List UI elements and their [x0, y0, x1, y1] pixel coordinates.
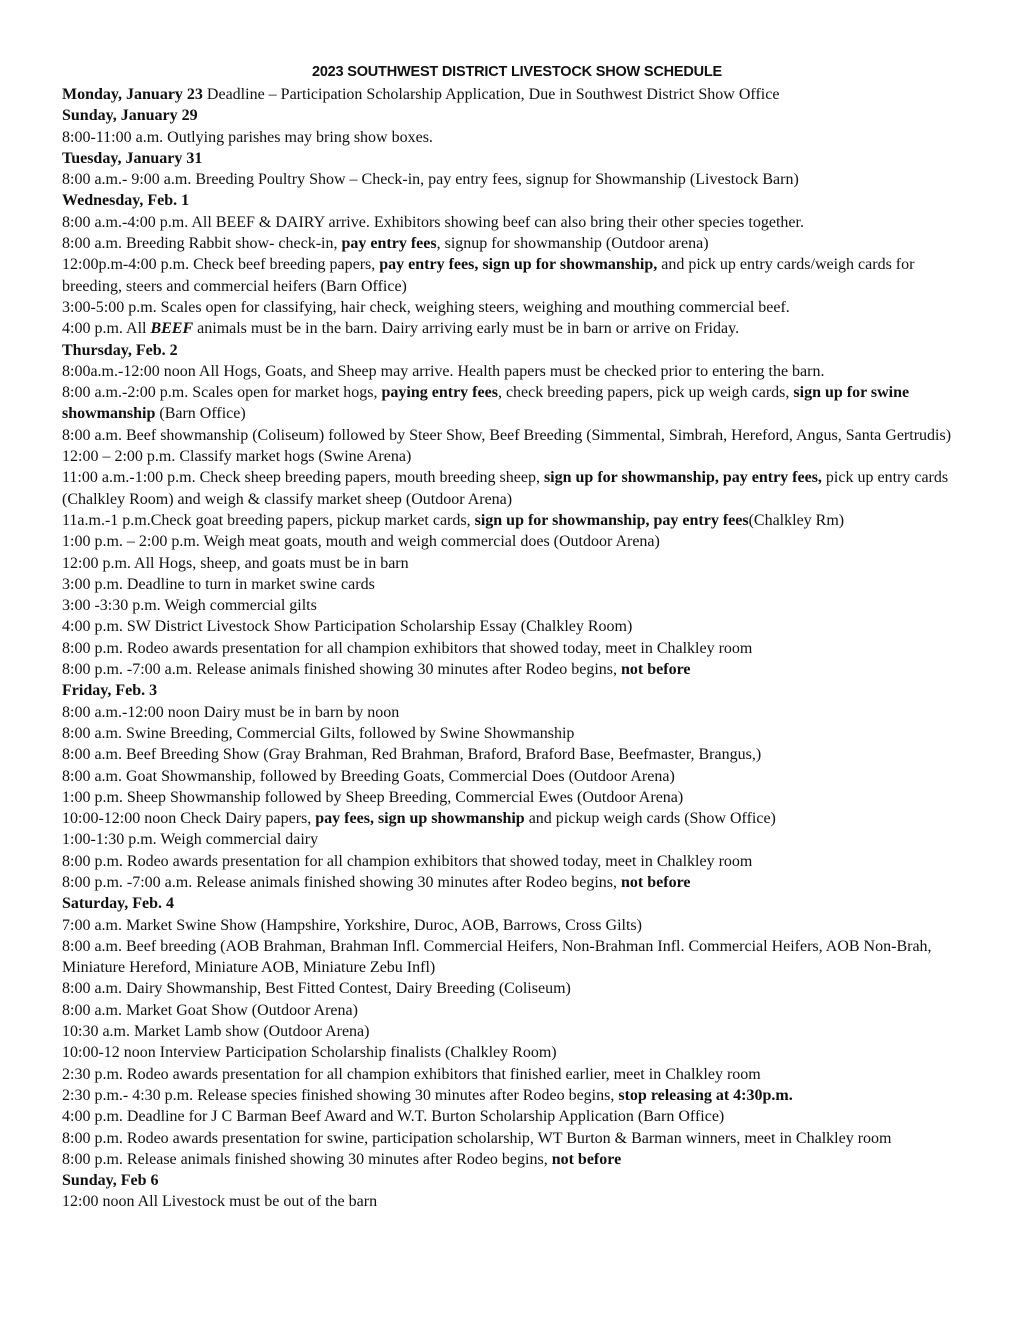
entry-text: 8:00 a.m.-2:00 p.m. Scales open for market hogs,: [62, 384, 382, 402]
schedule-entry: 8:00-11:00 a.m. Outlying parishes may bring show boxes.: [62, 128, 433, 146]
schedule-entry: [62, 318, 972, 339]
schedule-entry: [62, 872, 972, 893]
entry-bold-text: pay fees, sign up showmanship: [315, 810, 525, 828]
schedule-entry: 2:30 p.m. Rodeo awards presentation for all champion exhibitors that finished earlier, meet in Chalkley room: [62, 1065, 761, 1083]
schedule-entry: 1:00 p.m. – 2:00 p.m. Weigh meat goats, mouth and weigh commercial does (Outdoor Arena): [62, 533, 660, 551]
schedule-entry: 8:00 a.m. Beef Breeding Show (Gray Brahman, Red Brahman, Braford, Braford Base, Beefmaster, Brangus,): [62, 746, 762, 764]
entry-text: (Barn Office): [155, 405, 246, 423]
schedule-entry: [62, 510, 972, 531]
entry-bold-text: pay entry fees: [341, 235, 437, 253]
schedule-entry: [62, 254, 972, 297]
entry-bold-text: stop releasing at 4:30p.m.: [618, 1086, 793, 1104]
schedule-entry: 8:00a.m.-12:00 noon All Hogs, Goats, and Sheep may arrive. Health papers must be checked prior to entering the barn.: [62, 362, 825, 380]
day-heading-sat-feb4: Saturday, Feb. 4: [62, 895, 175, 913]
schedule-entry: [62, 1149, 972, 1170]
entry-text: animals must be in the barn. Dairy arriving early must be in barn or arrive on Friday.: [193, 320, 740, 338]
day-heading-sun-jan29: Sunday, January 29: [62, 107, 198, 125]
entry-bold-text: pay entry fees, sign up for showmanship,: [379, 256, 658, 274]
schedule-entry: 8:00 a.m. Swine Breeding, Commercial Gilts, followed by Swine Showmanship: [62, 724, 575, 742]
entry-bold-text: not before: [551, 1150, 622, 1168]
day-heading-fri-feb3: Friday, Feb. 3: [62, 682, 158, 700]
entry-text: and pick up entry cards/weigh cards for breeding, steers and commercial heifers (Barn Office): [62, 256, 915, 295]
day-heading-wed-feb1: Wednesday, Feb. 1: [62, 192, 190, 210]
day-heading-thu-feb2: Thursday, Feb. 2: [62, 341, 178, 359]
schedule-entry: [62, 659, 972, 680]
schedule-entry: 8:00 a.m.- 9:00 a.m. Breeding Poultry Show – Check-in, pay entry fees, signup for Showmanship (Livestock Barn): [62, 171, 799, 189]
entry-text: (Chalkley Rm): [748, 511, 845, 529]
schedule-entry: [62, 233, 972, 254]
schedule-entry: 8:00 a.m.-4:00 p.m. All BEEF & DAIRY arrive. Exhibitors showing beef can also bring their other species together.: [62, 213, 804, 231]
schedule-entry: 8:00 p.m. Rodeo awards presentation for all champion exhibitors that showed today, meet in Chalkley room: [62, 852, 753, 870]
schedule-entry: 10:30 a.m. Market Lamb show (Outdoor Arena): [62, 1023, 370, 1041]
schedule-entry: 8:00 p.m. Rodeo awards presentation for all champion exhibitors that showed today, meet in Chalkley room: [62, 639, 753, 657]
day-heading-tue-jan31: Tuesday, January 31: [62, 149, 203, 167]
entry-bold-text: sign up for showmanship, pay entry fees: [474, 511, 749, 529]
schedule-entry: 8:00 a.m. Goat Showmanship, followed by Breeding Goats, Commercial Does (Outdoor Arena): [62, 767, 675, 785]
schedule-entry: 12:00 p.m. All Hogs, sheep, and goats must be in barn: [62, 554, 409, 572]
entry-bold-text: not before: [621, 661, 691, 679]
entry-text: 11:00 a.m.-1:00 p.m. Check sheep breeding papers, mouth breeding sheep,: [62, 469, 544, 487]
entry-text: 10:00-12:00 noon Check Dairy papers,: [62, 810, 316, 828]
schedule-entry: 8:00 p.m. Rodeo awards presentation for swine, participation scholarship, WT Burton & Barman winners, meet in Chalkley room: [62, 1129, 892, 1147]
schedule-entry: 7:00 a.m. Market Swine Show (Hampshire, Yorkshire, Duroc, AOB, Barrows, Cross Gilts): [62, 916, 642, 934]
entry-bold-text: paying entry fees: [381, 384, 498, 402]
document-title: 2023 SOUTHWEST DISTRICT LIVESTOCK SHOW SCHEDULE: [311, 64, 723, 80]
schedule-entry: [62, 382, 972, 425]
schedule-entry: 10:00-12 noon Interview Participation Scholarship finalists (Chalkley Room): [62, 1044, 557, 1062]
schedule-entry: 3:00-5:00 p.m. Scales open for classifying, hair check, weighing steers, weighing and mouthing commercial beef.: [62, 298, 790, 316]
schedule-entry: 1:00-1:30 p.m. Weigh commercial dairy: [62, 831, 319, 849]
entry-text: , check breeding papers, pick up weigh cards,: [497, 384, 794, 402]
entry-text: 2:30 p.m.- 4:30 p.m. Release species finished showing 30 minutes after Rodeo begins,: [62, 1086, 619, 1104]
entry-text: , signup for showmanship (Outdoor arena): [436, 235, 709, 253]
schedule-entry: [62, 1085, 972, 1106]
schedule-entry: 3:00 p.m. Deadline to turn in market swine cards: [62, 575, 375, 593]
entry-text: 4:00 p.m. All: [62, 320, 151, 338]
entry-text: 8:00 p.m. Release animals finished showing 30 minutes after Rodeo begins,: [62, 1150, 552, 1168]
entry-text: 12:00p.m-4:00 p.m. Check beef breeding papers,: [62, 256, 380, 274]
day-heading-sun-feb6: Sunday, Feb 6: [62, 1172, 159, 1190]
schedule-entry: 3:00 -3:30 p.m. Weigh commercial gilts: [62, 597, 317, 615]
schedule-entry: 8:00 a.m. Market Goat Show (Outdoor Arena): [62, 1001, 358, 1019]
entry-text: 11a.m.-1 p.m.Check goat breeding papers, pickup market cards,: [62, 511, 475, 529]
schedule-entry: 8:00 a.m. Dairy Showmanship, Best Fitted Contest, Dairy Breeding (Coliseum): [62, 980, 571, 998]
day-heading-text: Monday, January 23: [62, 86, 203, 103]
schedule-entry: 12:00 noon All Livestock must be out of the barn: [62, 1193, 378, 1211]
entry-text: 8:00 p.m. -7:00 a.m. Release animals finished showing 30 minutes after Rodeo begins,: [62, 661, 622, 679]
schedule-entry: 1:00 p.m. Sheep Showmanship followed by Sheep Breeding, Commercial Ewes (Outdoor Arena): [62, 788, 684, 806]
entry-bold-text: not before: [621, 873, 691, 891]
schedule-entry: [62, 808, 972, 829]
schedule-document: [62, 62, 972, 1213]
schedule-entry: 8:00 a.m.-12:00 noon Dairy must be in barn by noon: [62, 703, 400, 721]
entry-text: pick up entry cards (Chalkley Room) and weigh & classify market sheep (Outdoor Arena): [62, 469, 949, 508]
entry-text: 8:00 p.m. -7:00 a.m. Release animals finished showing 30 minutes after Rodeo begins,: [62, 873, 622, 891]
entry-text: 8:00 a.m. Breeding Rabbit show- check-in,: [62, 235, 342, 253]
schedule-entry: 8:00 a.m. Beef breeding (AOB Brahman, Brahman Infl. Commercial Heifers, Non-Brahman Infl. Commercial Heifers, AOB Non-Brah, Miniature Hereford, Miniature AOB, Miniature Zebu Infl): [62, 937, 932, 977]
entry-bold-italic-text: BEEF: [150, 320, 194, 338]
schedule-entry: 8:00 a.m. Beef showmanship (Coliseum) followed by Steer Show, Beef Breeding (Simmental, Simbrah, Hereford, Angus, Santa Gertrudis): [62, 426, 952, 444]
schedule-entry: 4:00 p.m. SW District Livestock Show Participation Scholarship Essay (Chalkley Room): [62, 618, 633, 636]
day-heading-mon-jan23: [62, 84, 972, 105]
entry-text: and pickup weigh cards (Show Office): [524, 810, 776, 828]
day-heading-note: Deadline – Participation Scholarship Application, Due in Southwest District Show Office: [202, 86, 780, 103]
entry-bold-text: sign up for swine showmanship: [62, 384, 910, 423]
schedule-entry: 12:00 – 2:00 p.m. Classify market hogs (Swine Arena): [62, 448, 412, 466]
entry-bold-text: sign up for showmanship, pay entry fees,: [543, 469, 822, 487]
schedule-entry: [62, 467, 972, 510]
schedule-entry: 4:00 p.m. Deadline for J C Barman Beef Award and W.T. Burton Scholarship Application (Barn Office): [62, 1108, 725, 1126]
